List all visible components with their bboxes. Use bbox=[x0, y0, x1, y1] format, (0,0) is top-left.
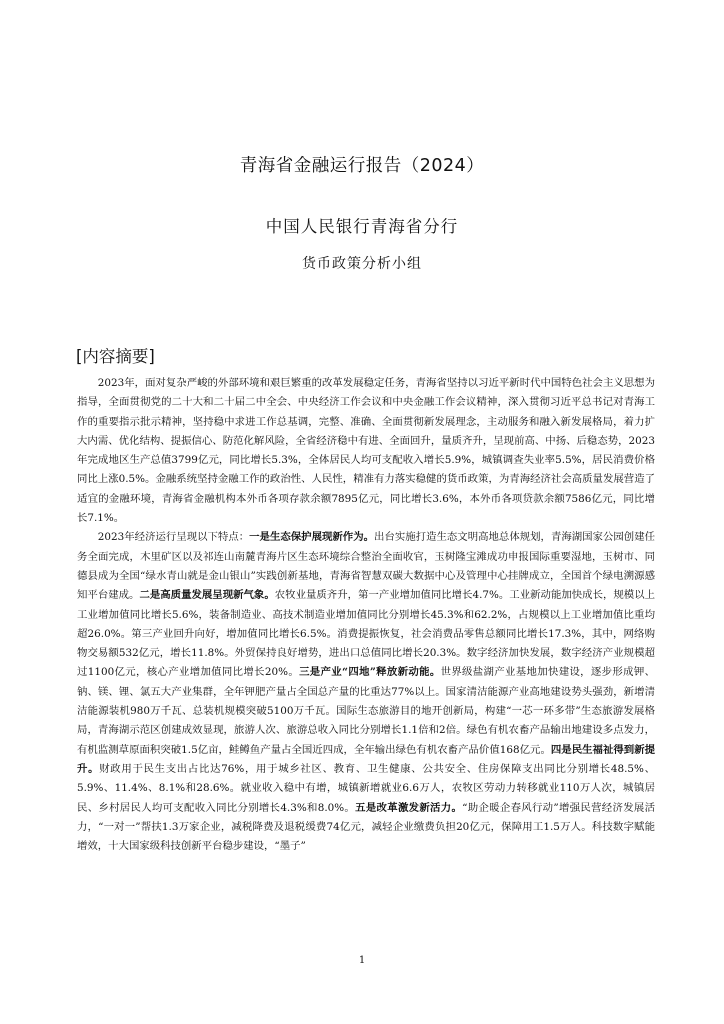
section-heading: [内容摘要] bbox=[76, 347, 155, 366]
summary-paragraph bbox=[77, 374, 655, 528]
highlight-text: 五是改革激发新活力。 bbox=[355, 801, 463, 814]
highlight-text: 一是生态保护展现新作为。 bbox=[249, 531, 375, 544]
paragraph-text: “助企暖企春风行动”增强民营经济发展活力，“一对一”帮扶1.3万家企业，减税降费及退税缓费74亿元，减轻企业缴费负担20亿元，保障用工1.5万人。科技数字赋能增效，十大国家级科技创新平台稳步建设，“墨子” bbox=[77, 801, 656, 853]
summary-paragraph bbox=[77, 528, 655, 856]
highlight-text: 四是民生福祉得到新提升。 bbox=[77, 743, 656, 775]
highlight-text: 二是高质量发展呈现新气象。 bbox=[139, 589, 275, 602]
paragraph-text: 农牧业量质齐升，第一产业增加值同比增长4.7%。工业新动能加快成长，规模以上工业增加值同比增长5.6%，装备制造业、高技术制造业增加值同比分别增长45.3%和62.2%，占规模以上工业增加值比重均超26.0%。第三产业回升向好，增加值同比增长6.5%。消费提振恢复，社会消费品零售总额同比增长17.3%，其中，网络购物交易额532亿元，增长11.8%。外贸保持良好增势，进出口总值同比增长20.3%。数字经济加快发展，数字经济产业规模超过1100亿元，核心产业增加值同比增长20%。 bbox=[77, 589, 655, 679]
report-author: 中国人民银行青海省分行 bbox=[265, 217, 459, 236]
highlight-text: 三是产业“四地”释放新动能。 bbox=[299, 666, 441, 679]
summary-body bbox=[77, 374, 655, 856]
paragraph-text: 世界级盐湖产业基地加快建设，逐步形成钾、钠、镁、锂、氯五大产业集群，全年钾肥产量占全国总产量的比重达77%以上。国家清洁能源产业高地建设势头强劲，新增清洁能源装机980万千瓦、总装机规模突破5100万千瓦。国际生态旅游目的地开创新局，构建“一芯一环多带”生态旅游发展格局，青海湖示范区创建成效显现，旅游人次、旅游总收入同比分别增长1.1倍和2倍。绿色有机农畜产品输出地建设多点发力，有机监测草原面积突破1.5亿亩，鲑鳟鱼产量占全国近四成，全年输出绿色有机农畜产品价值168亿元。 bbox=[77, 666, 656, 756]
paragraph-text: 财政用于民生支出占比达76%，用于城乡社区、教育、卫生健康、公共安全、住房保障支出同比分别增长48.5%、5.9%、11.4%、8.1%和28.6%。就业收入稳中有增，城镇新增就业6.6万人，农牧区劳动力转移就业110万人次，城镇居民、乡村居民人均可支配收入同比分别增长4.3%和8.0%。 bbox=[77, 762, 655, 814]
page-number: 1 bbox=[358, 955, 366, 966]
paragraph-text: 出台实施打造生态文明高地总体规划，青海湖国家公园创建任务全面完成，木里矿区以及祁连山南麓青海片区生态环境综合整治全面收官，玉树隆宝滩成功申报国际重要湿地，玉树市、同德县成为全国“绿水青山就是金山银山”实践创新基地，青海省智慧双碳大数据中心及管理中心挂牌成立，全国首个绿电溯源感知平台建成。 bbox=[77, 531, 655, 602]
paragraph-text: 2023年经济运行呈现以下特点： bbox=[97, 531, 250, 544]
report-group: 货币政策分析小组 bbox=[302, 256, 422, 272]
paragraph-text: 2023年，面对复杂严峻的外部环境和艰巨繁重的改革发展稳定任务，青海省坚持以习近平新时代中国特色社会主义思想为指导，全面贯彻党的二十大和二十届二中全会、中央经济工作会议和中央金融工作会议精神，深入贯彻习近平总书记对青海工作的重要指示批示精神，坚持稳中求进工作总基调，完整、准确、全面贯彻新发展理念，主动服务和融入新发展格局，着力扩大内需、优化结构、提振信心、防范化解风险，全省经济稳中有进、全面回升，量质齐升，呈现前高、中扬、后稳态势，2023年完成地区生产总值3799亿元，同比增长5.3%，全体居民人均可支配收入增长5.9%，城镇调查失业率5.5%，居民消费价格同比上涨0.5%。金融系统坚持金融工作的政治性、人民性，精准有力落实稳健的货币政策，为青海经济社会高质量发展营造了适宜的金融环境，青海省金融机构本外币各项存款余额7895亿元，同比增长3.6%，本外币各项贷款余额7586亿元，同比增长7.1%。 bbox=[77, 377, 655, 525]
report-title: 青海省金融运行报告（2024） bbox=[239, 156, 485, 176]
